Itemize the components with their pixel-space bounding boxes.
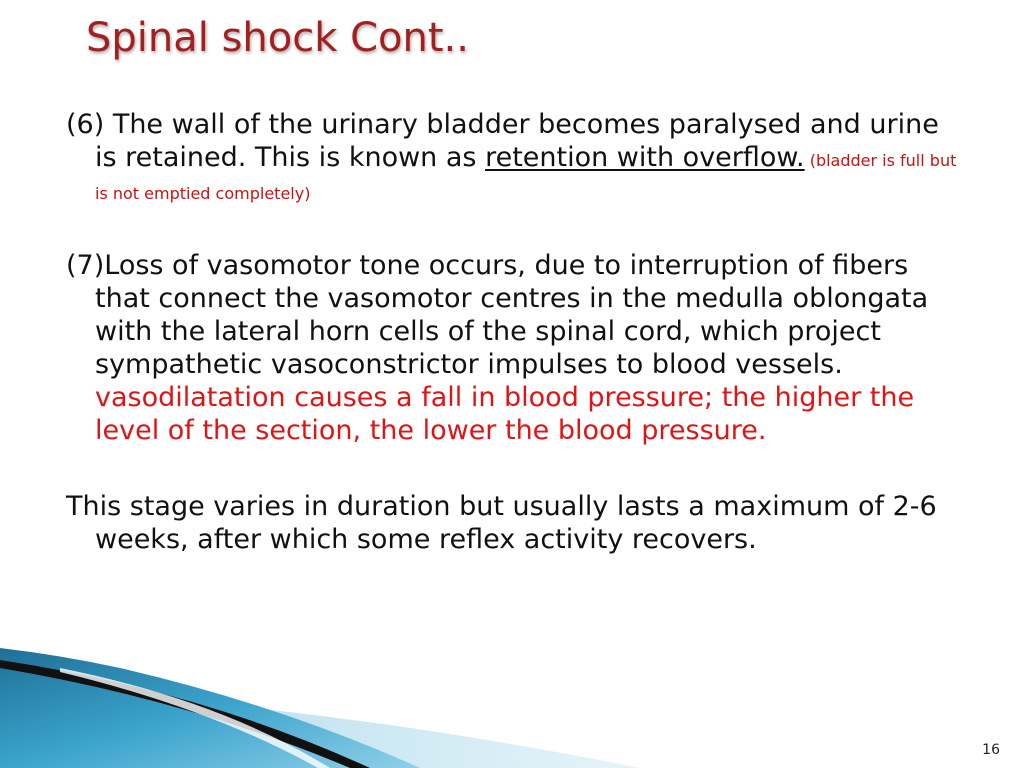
bladder-note: (bladder is full but is not emptied completely) bbox=[95, 151, 957, 203]
paragraph-7 bbox=[66, 249, 966, 447]
slide-body bbox=[66, 108, 966, 556]
slide-title: Spinal shock Cont.. bbox=[86, 15, 469, 61]
page-number: 16 bbox=[982, 742, 1000, 758]
swoosh-blue-band bbox=[0, 648, 420, 768]
swoosh-white-line bbox=[60, 668, 330, 768]
paragraph-7-text: (7)Loss of vasomotor tone occurs, due to interruption of fibers that connect the vasomotor centres in the medulla oblongata with the lateral horn cells of the spinal cord, which project sympathetic vasoconstrictor impulses to blood vessels. bbox=[66, 250, 929, 380]
paragraph-6-text: (6) The wall of the urinary bladder becomes paralysed and urine is retained. This is known as bbox=[66, 109, 939, 173]
paragraph-6 bbox=[66, 108, 966, 207]
vasodilatation-emphasis: vasodilatation causes a fall in blood pressure; the higher the level of the section, the lower the blood pressure. bbox=[95, 382, 915, 446]
paragraph-8: This stage varies in duration but usually lasts a maximum of 2-6 weeks, after which some reflex activity recovers. bbox=[66, 491, 937, 555]
swoosh-black-line bbox=[0, 660, 370, 768]
swoosh-light-band bbox=[0, 690, 640, 768]
retention-with-overflow-term: retention with overflow. bbox=[485, 142, 805, 173]
